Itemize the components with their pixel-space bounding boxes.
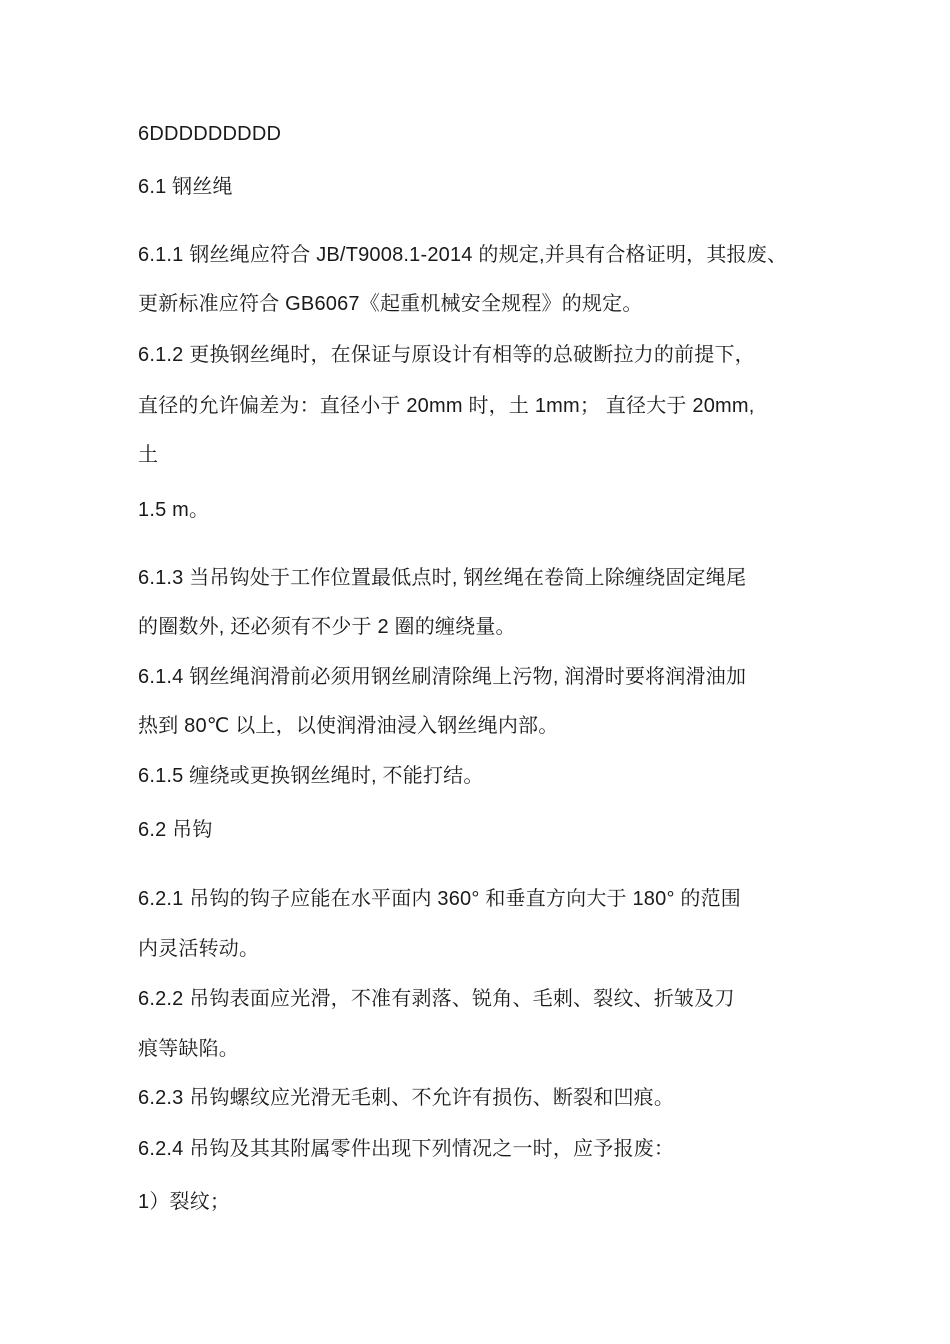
paragraph-6-2-1-line-1: 6.2.1 吊钩的钩子应能在水平面内 360° 和垂直方向大于 180° 的范围 <box>138 888 741 910</box>
paragraph-6-1-2-line-4: 1.5 m。 <box>138 499 210 521</box>
paragraph-6-2-1-line-2: 内灵活转动。 <box>138 938 260 960</box>
paragraph-6-2-2-line-1: 6.2.2 吊钩表面应光滑，不准有剥落、锐角、毛刺、裂纹、折皱及刀 <box>138 988 735 1010</box>
section-heading-6-2: 6.2 吊钩 <box>138 819 213 841</box>
paragraph-6-1-1-line-2: 更新标准应符合 GB6067《起重机械安全规程》的规定。 <box>138 293 643 315</box>
paragraph-6-1-3-line-1: 6.1.3 当吊钩处于工作位置最低点时, 钢丝绳在卷筒上除缠绕固定绳尾 <box>138 567 747 589</box>
paragraph-6-1-4-line-1: 6.1.4 钢丝绳润滑前必须用钢丝刷清除绳上污物, 润滑时要将润滑油加 <box>138 666 747 688</box>
paragraph-6-1-2-line-3: 土 <box>138 444 159 466</box>
document-heading: 6DDDDDDDDD <box>138 123 282 145</box>
paragraph-6-2-4: 6.2.4 吊钩及其其附属零件出现下列情况之一时，应予报废： <box>138 1138 675 1160</box>
paragraph-6-1-4-line-2: 热到 80℃ 以上，以使润滑油浸入钢丝绳内部。 <box>138 715 559 737</box>
section-heading-6-1: 6.1 钢丝绳 <box>138 176 233 198</box>
paragraph-6-2-3: 6.2.3 吊钩螺纹应光滑无毛刺、不允许有损伤、断裂和凹痕。 <box>138 1087 675 1109</box>
paragraph-6-1-2-line-1: 6.1.2 更换钢丝绳时，在保证与原设计有相等的总破断拉力的前提下， <box>138 344 755 366</box>
paragraph-6-1-2-line-2: 直径的允许偏差为：直径小于 20mm 时，土 1mm； 直径大于 20mm, <box>138 395 755 417</box>
paragraph-6-1-3-line-2: 的圈数外, 还必须有不少于 2 圈的缠绕量。 <box>138 616 516 638</box>
list-item-1: 1）裂纹； <box>138 1191 231 1213</box>
paragraph-6-1-1-line-1: 6.1.1 钢丝绳应符合 JB/T9008.1-2014 的规定,并具有合格证明，其报废、 <box>138 244 788 266</box>
paragraph-6-1-5: 6.1.5 缠绕或更换钢丝绳时, 不能打结。 <box>138 765 484 787</box>
paragraph-6-2-2-line-2: 痕等缺陷。 <box>138 1038 239 1060</box>
